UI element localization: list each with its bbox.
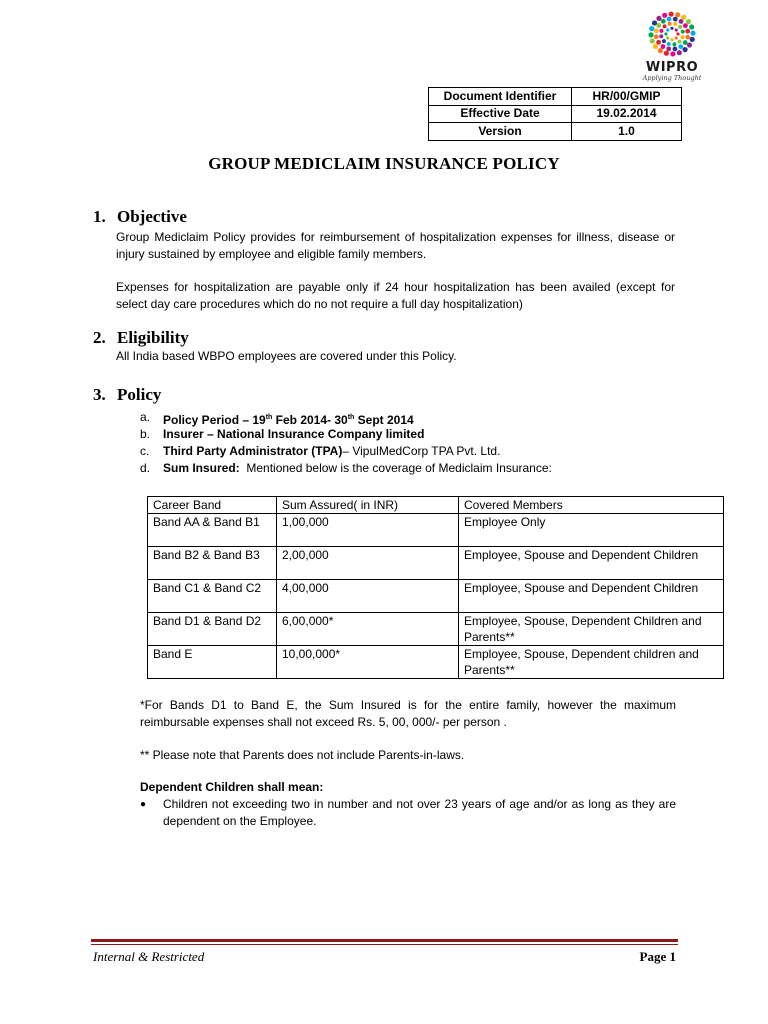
meta-row	[429, 105, 682, 123]
logo-dot	[690, 37, 695, 42]
logo-dot	[681, 35, 685, 39]
logo-dot	[683, 40, 688, 45]
logo-dot	[681, 30, 685, 34]
dependent-bullet-text: Children not exceeding two in number and not over 23 years of age and/or as long as they are dependent on the Employee.	[163, 797, 676, 828]
table-header-row	[148, 497, 724, 514]
sum-insured-text	[163, 460, 552, 477]
logo-wordmark: WIPRO	[645, 60, 699, 75]
logo-dot	[673, 17, 678, 22]
logo-dot	[678, 25, 682, 29]
superscript: th	[347, 414, 355, 421]
logo-dot	[675, 36, 678, 39]
logo-dot	[683, 23, 688, 28]
logo-dot	[670, 38, 673, 41]
logo-dot	[650, 38, 655, 43]
logo-dot	[664, 51, 669, 56]
logo-dot	[676, 32, 679, 35]
logo-dot	[648, 32, 653, 37]
tpa-value: – VipulMedCorp TPA Pvt. Ltd.	[342, 444, 501, 458]
section-title: Objective	[117, 207, 187, 226]
policy-period	[163, 409, 414, 426]
table-row	[148, 613, 724, 646]
bullet-icon: ●	[140, 799, 147, 810]
meta-value: HR/00/GMIP	[572, 88, 682, 106]
logo-dot	[662, 39, 666, 43]
logo-dot	[670, 51, 675, 56]
table-row	[148, 580, 724, 613]
list-item	[140, 409, 552, 426]
objective-paragraph-1: Group Mediclaim Policy provides for reimbursement of hospitalization expenses for illness, disease or injury sustained by employee and eligible family members.	[116, 230, 675, 261]
logo-dot	[661, 19, 666, 24]
footer-divider	[91, 939, 678, 942]
logo-dot	[672, 42, 676, 46]
table-cell: 4,00,000	[277, 580, 459, 613]
section-heading-objective	[93, 207, 187, 227]
logo-dot	[677, 50, 682, 55]
footer-classification: Internal & Restricted	[93, 949, 205, 964]
table-cell: 2,00,000	[277, 547, 459, 580]
superscript: th	[265, 414, 273, 421]
meta-value: 1.0	[572, 123, 682, 141]
logo-dot	[656, 16, 661, 21]
logo-dot	[666, 28, 669, 31]
sum-insured-label: Sum Insured:	[163, 461, 240, 475]
logo-dot	[649, 26, 654, 31]
table-cell: Employee, Spouse, Dependent Children and Parents**	[459, 613, 724, 646]
logo-dot	[662, 13, 667, 18]
sum-insured-note: *For Bands D1 to Band E, the Sum Insured is for the entire family, however the maximum reimbursable expenses shall not exceed Rs. 5, 00, 000/- per person .	[140, 698, 676, 729]
logo-tagline: Applying Thought	[642, 74, 702, 82]
table-cell: Band E	[148, 646, 277, 679]
table-row	[148, 646, 724, 679]
logo-dot	[675, 28, 678, 31]
logo-dot	[659, 34, 663, 38]
list-item	[140, 443, 552, 460]
logo-dot	[685, 29, 690, 34]
section-number: 2.	[93, 328, 106, 347]
logo-dot	[669, 11, 674, 16]
logo-dot	[689, 24, 694, 29]
column-header: Career Band	[148, 497, 277, 514]
section-title: Policy	[117, 385, 162, 404]
logo-dot	[677, 40, 681, 44]
policy-period-label: Policy Period – 19	[163, 413, 266, 427]
section-number: 1.	[93, 207, 106, 226]
meta-value: 19.02.2014	[572, 105, 682, 123]
parents-note: ** Please note that Parents does not include Parents-in-laws.	[140, 748, 465, 762]
list-marker: b.	[140, 427, 151, 441]
logo-dot	[667, 42, 671, 46]
logo-dot	[656, 23, 661, 28]
logo-dot	[666, 36, 669, 39]
list-item	[140, 460, 552, 477]
list-marker: a.	[140, 410, 151, 424]
logo-dot	[654, 28, 659, 33]
logo-dot	[681, 15, 686, 20]
logo-dot	[653, 44, 658, 49]
logo-dot	[682, 47, 687, 52]
logo-dot	[690, 31, 695, 36]
logo-dot	[652, 20, 657, 25]
list-item	[140, 426, 552, 443]
dependent-heading: Dependent Children shall mean:	[140, 780, 324, 794]
logo-dot	[667, 17, 672, 22]
logo-dot	[678, 44, 683, 49]
document-meta-table	[428, 87, 682, 141]
wipro-flower-icon	[640, 8, 704, 60]
logo-dot	[663, 24, 667, 28]
table-cell: Band D1 & Band D2	[148, 613, 277, 646]
logo-dot	[668, 22, 672, 26]
tpa-text	[163, 443, 500, 460]
meta-label: Effective Date	[429, 105, 572, 123]
table-cell: Employee, Spouse and Dependent Children	[459, 547, 724, 580]
logo-dot	[664, 32, 667, 35]
coverage-table	[147, 496, 724, 679]
logo-dot	[666, 46, 671, 51]
tpa-label: Third Party Administrator (TPA)	[163, 444, 343, 458]
insurer-text: Insurer – National Insurance Company limited	[163, 427, 425, 441]
table-cell: 10,00,000*	[277, 646, 459, 679]
logo-dot	[656, 40, 661, 45]
logo-dot	[686, 19, 691, 24]
policy-period-mid: Feb 2014- 30	[272, 413, 348, 427]
table-row	[148, 514, 724, 547]
logo-dot	[673, 47, 678, 52]
section-heading-eligibility	[93, 328, 189, 348]
column-header: Covered Members	[459, 497, 724, 514]
table-cell: 6,00,000*	[277, 613, 459, 646]
list-item	[140, 796, 676, 830]
list-marker: c.	[140, 444, 150, 458]
wipro-logo	[640, 8, 704, 80]
section-number: 3.	[93, 385, 106, 404]
meta-row	[429, 123, 682, 141]
column-header: Sum Assured( in INR)	[277, 497, 459, 514]
list-marker: d.	[140, 461, 151, 475]
policy-period-end: Sept 2014	[354, 413, 414, 427]
table-cell: Employee, Spouse and Dependent Children	[459, 580, 724, 613]
policy-list	[140, 409, 552, 477]
logo-dot	[654, 34, 659, 39]
table-row	[148, 547, 724, 580]
objective-paragraph-2: Expenses for hospitalization are payable only if 24 hour hospitalization has been availed (except for select day care procedures which do no not require a full day hospitalization)	[116, 280, 675, 311]
table-cell: Band C1 & Band C2	[148, 580, 277, 613]
table-cell: Employee Only	[459, 514, 724, 547]
section-heading-policy	[93, 385, 161, 405]
document-title: GROUP MEDICLAIM INSURANCE POLICY	[208, 154, 560, 173]
table-cell: Band AA & Band B1	[148, 514, 277, 547]
logo-dot	[687, 42, 692, 47]
table-cell: Employee, Spouse, Dependent children and Parents**	[459, 646, 724, 679]
meta-label: Version	[429, 123, 572, 141]
meta-label: Document Identifier	[429, 88, 572, 106]
table-cell: Band B2 & Band B3	[148, 547, 277, 580]
sum-insured-value: Mentioned below is the coverage of Mediclaim Insurance:	[239, 461, 552, 475]
logo-dot	[673, 22, 677, 26]
logo-dot	[685, 35, 690, 40]
footer-divider-thin	[91, 944, 678, 945]
logo-dot	[670, 27, 673, 30]
logo-dot	[658, 48, 663, 53]
logo-dot	[659, 29, 663, 33]
meta-row	[429, 88, 682, 106]
eligibility-paragraph: All India based WBPO employees are covered under this Policy.	[116, 349, 457, 363]
section-title: Eligibility	[117, 328, 189, 347]
page-number: Page 1	[639, 949, 676, 964]
logo-dot	[675, 12, 680, 17]
table-cell: 1,00,000	[277, 514, 459, 547]
